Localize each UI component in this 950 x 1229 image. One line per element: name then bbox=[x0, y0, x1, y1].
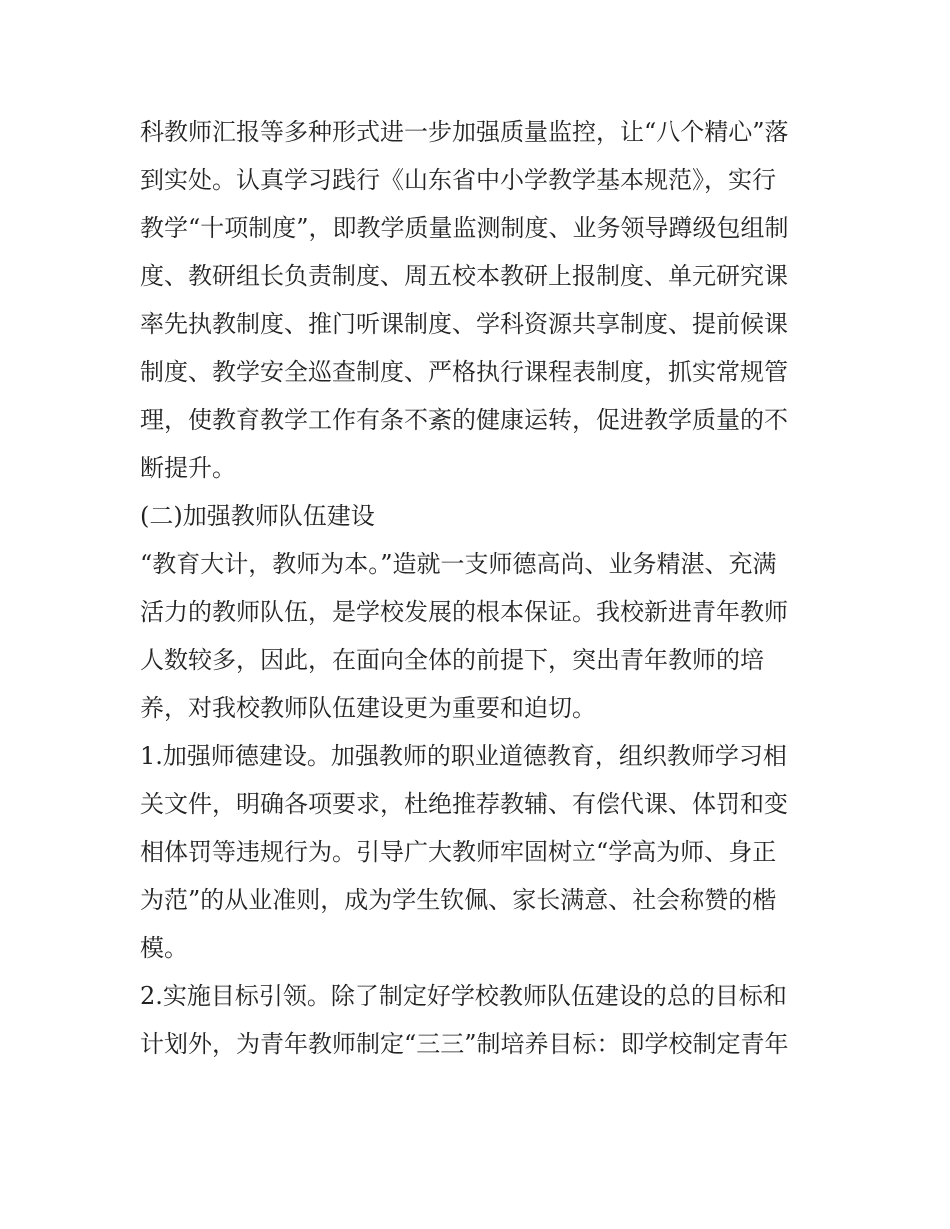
text-line: 科教师汇报等多种形式进一步加强质量监控，让“八个精心”落 bbox=[140, 118, 789, 146]
text-line: 理，使教育教学工作有条不紊的健康运转，促进教学质量的不 bbox=[140, 406, 788, 434]
text-line: 率先执教制度、推门听课制度、学科资源共享制度、提前候课 bbox=[140, 310, 788, 338]
text-line: 2.实施目标引领。除了制定好学校教师队伍建设的总的目标和 bbox=[140, 982, 787, 1010]
text-line: 断提升。 bbox=[140, 454, 236, 482]
text-line: 到实处。认真学习践行《山东省中小学教学基本规范》，实行 bbox=[140, 166, 776, 194]
text-line: 养，对我校教师队伍建设更为重要和迫切。 bbox=[140, 694, 596, 722]
text-line: 计划外，为青年教师制定“三三”制培养目标：即学校制定青年 bbox=[140, 1030, 789, 1058]
section-heading: (二)加强教师队伍建设 bbox=[140, 502, 375, 530]
text-line: 关文件，明确各项要求，杜绝推荐教辅、有偿代课、体罚和变 bbox=[140, 790, 788, 818]
text-line: 制度、教学安全巡查制度、严格执行课程表制度，抓实常规管 bbox=[140, 358, 788, 386]
document-body bbox=[140, 108, 816, 1068]
text-line: 人数较多，因此，在面向全体的前提下，突出青年教师的培 bbox=[140, 646, 764, 674]
text-line: 为范”的从业准则，成为学生钦佩、家长满意、社会称赞的楷 bbox=[140, 886, 777, 914]
text-line: 度、教研组长负责制度、周五校本教研上报制度、单元研究课 bbox=[140, 262, 788, 290]
text-line: 教学“十项制度”，即教学质量监测制度、业务领导蹲级包组制 bbox=[140, 214, 789, 242]
text-line: 模。 bbox=[140, 934, 188, 962]
text-line: “教育大计，教师为本。”造就一支师德高尚、业务精湛、充满 bbox=[140, 550, 777, 578]
text-line: 活力的教师队伍，是学校发展的根本保证。我校新进青年教师 bbox=[140, 598, 788, 626]
text-line: 1.加强师德建设。加强教师的职业道德教育，组织教师学习相 bbox=[140, 742, 787, 770]
text-line: 相体罚等违规行为。引导广大教师牢固树立“学高为师、身正 bbox=[140, 838, 777, 866]
